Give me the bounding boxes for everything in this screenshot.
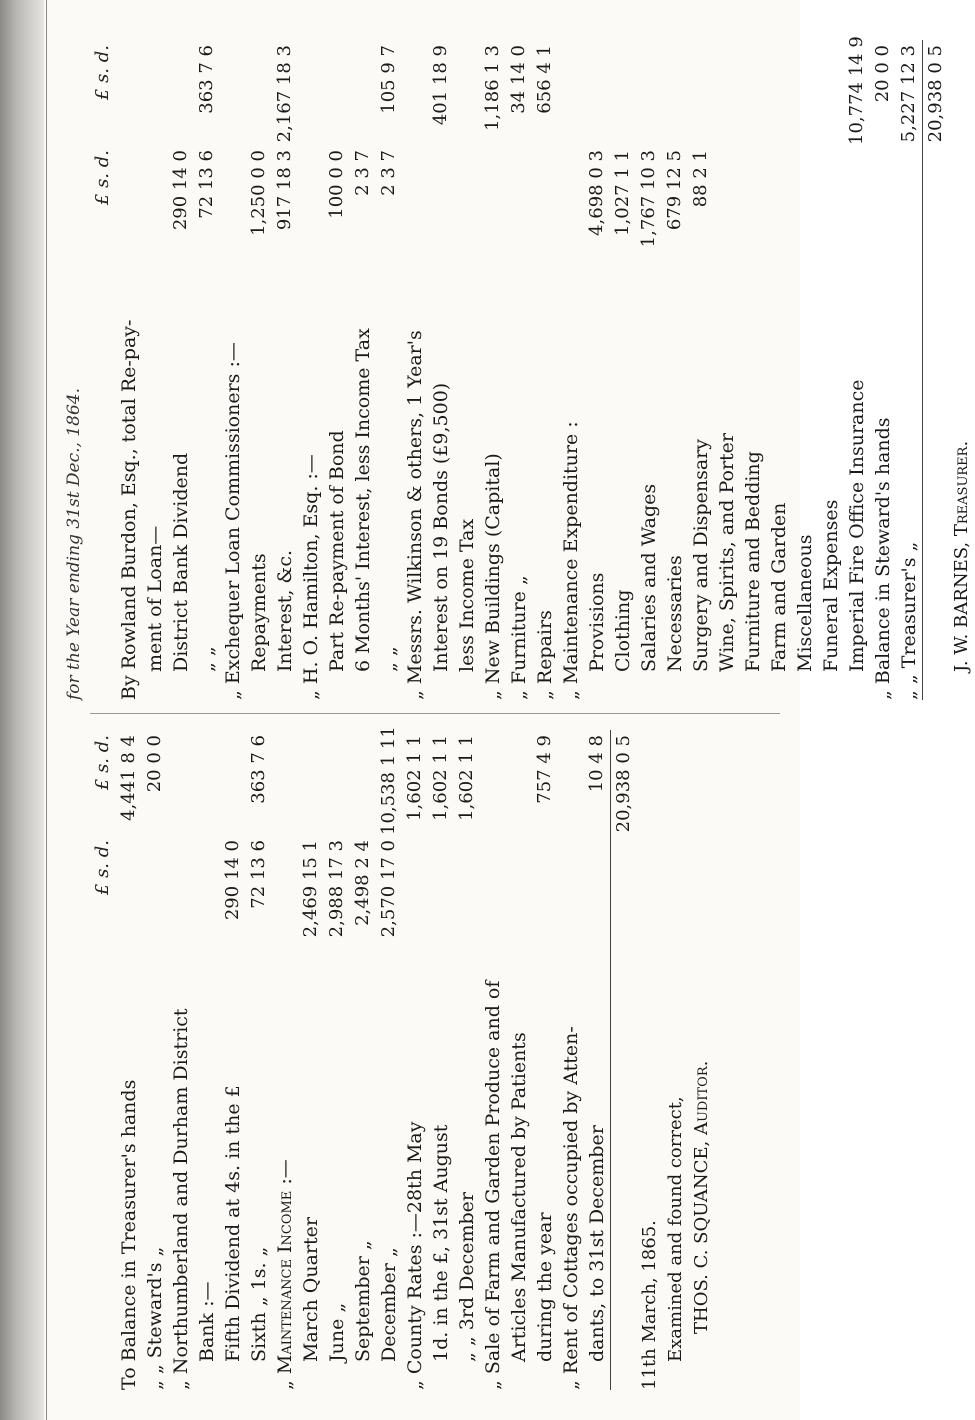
receipts-row-description: Fifth Dividend at 4s. in the £ [222,1085,244,1362]
payments-row-description: „ Maintenance Expenditure : [560,421,582,700]
receipts-row-description: „ „ 3rd December [456,1191,478,1362]
receipts-ledger-row [350,730,376,1390]
payments-row-subtotal: 4,698 0 3 [586,150,607,236]
payments-row-description: Miscellaneous [794,534,816,672]
payments-column [90,36,975,700]
payments-row-amount: 656 4 1 [534,45,555,114]
payments-row-amount: 10,774 14 9 [846,36,867,145]
payments-ledger-row [766,40,792,700]
receipts-ledger-row [584,730,610,1390]
receipts-ledger-row [272,730,298,1390]
receipts-row-amount: 1,602 1 1 [404,735,425,821]
payments-row-amount: 105 9 7 [378,45,399,114]
payments-row-description: „ Repairs [534,610,556,700]
payments-row-description: Clothing [612,589,634,672]
payments-row-amount: 5,227 12 3 [898,45,919,143]
auditor-footer-line [689,730,715,1390]
receipts-row-description: September „ [352,1240,374,1362]
payments-row-description: 6 Months' Interest, less Income Tax [352,328,374,672]
payments-row-description: Funeral Expenses [820,499,842,672]
payments-row-amount: 1,186 1 3 [482,45,503,131]
payments-row-description: „ „ [196,646,218,672]
receipts-row-subtotal: 290 14 0 [222,840,243,921]
payments-ledger-row [376,40,402,700]
receipts-row-description: „ „ Steward's „ [144,1246,166,1390]
payments-row-description: Interest on 19 Bonds (£9,500) [430,382,452,672]
payments-row-description: Interest, &c. [274,549,296,672]
payments-row-subtotal: 1,027 1 1 [612,150,633,236]
receipts-row-description: To Balance in Treasurer's hands [118,1079,140,1390]
payments-ledger-row [428,40,454,700]
receipts-row-subtotal: 2,469 15 1 [300,840,321,938]
payments-row-amount: 401 18 9 [430,45,451,126]
receipts-ledger-row [506,730,532,1390]
treasurer-signature-row [949,40,975,700]
payments-ledger-row [792,40,818,700]
payments-row-description: Furniture and Bedding [742,451,764,672]
payments-ledger-row [168,40,194,700]
receipts-row-amount: 10 4 8 [586,735,607,793]
payments-grand-total: 20,938 0 5 [925,45,946,143]
receipts-total-header: £ s. d. [92,735,113,791]
payments-row-subtotal: 1,767 10 3 [638,150,659,248]
payments-row-amount: 20 0 0 [872,45,893,103]
receipts-row-description: „ County Rates :—28th May [404,1121,426,1390]
receipts-row-amount: 757 4 9 [534,735,555,804]
receipts-ledger-row [142,730,168,1390]
payments-row-description: „ Furniture „ [508,575,530,700]
receipts-row-description: 1d. in the £, 31st August [430,1124,452,1362]
payments-row-amount: 34 14 0 [508,45,529,114]
receipts-row-description: June „ [326,1302,348,1362]
receipts-ledger-row [402,730,428,1390]
receipts-ledger-row [324,730,350,1390]
binding-line [46,0,47,1420]
receipts-row-amount: 1,602 1 1 [430,735,451,821]
payments-ledger-row [480,40,506,700]
payments-row-amount: 363 7 6 [196,45,217,114]
payments-ledger-row [272,40,298,700]
payments-subtotal-header: £ s. d. [92,150,113,206]
payments-row-description: Necessaries [664,555,686,672]
receipts-ledger-row [168,730,194,1390]
payments-row-subtotal: 88 2 1 [690,150,711,208]
receipts-ledger-row [428,730,454,1390]
receipts-ledger-row [246,730,272,1390]
payments-ledger-row [194,40,220,700]
payments-ledger-row [688,40,714,700]
payments-ledger-row [298,40,324,700]
receipts-row-description: Articles Manufactured by Patients [508,1032,530,1362]
payments-row-description: Part Re-payment of Bond [326,430,348,672]
receipts-row-amount: 363 7 6 [248,735,269,804]
payments-ledger-row [636,40,662,700]
receipts-row-description: during the year [534,1212,556,1362]
payments-row-description: „ H. O. Hamilton, Esq. :— [300,454,322,700]
page-binding-edge [0,0,44,1420]
receipts-row-description: „ Sale of Farm and Garden Produce and of [482,980,504,1390]
receipts-row-description: „ Maintenance Income :— [274,1159,296,1390]
payments-row-subtotal: 679 12 5 [664,150,685,231]
running-header: for the Year ending 31st Dec., 1864. [64,387,84,700]
payments-ledger-row [220,40,246,700]
payments-row-description: „ Messrs. Wilkinson & others, 1 Year's [404,330,426,700]
payments-row-subtotal: 100 0 0 [326,150,347,219]
receipts-ledger-row [116,730,142,1390]
auditor-footer-text: Examined and found correct, [665,1096,686,1362]
payments-ledger-row [740,40,766,700]
receipts-ledger-row [194,730,220,1390]
payments-row-subtotal: 1,250 0 0 [248,150,269,236]
payments-row-description: Salaries and Wages [638,483,660,672]
payments-row-description: „ New Buildings (Capital) [482,453,504,700]
receipts-ledger-row [558,730,584,1390]
payments-row-subtotal: 917 18 3 [274,150,295,231]
payments-ledger-row [402,40,428,700]
payments-ledger-row [714,40,740,700]
payments-row-description: Repayments [248,553,270,672]
payments-row-description: „ „ Treasurer's „ [898,541,920,700]
receipts-row-subtotal: 2,988 17 3 [326,840,347,938]
payments-row-subtotal: 290 14 0 [170,150,191,231]
payments-ledger-row [584,40,610,700]
payments-row-amount: 2,167 18 3 [274,45,295,143]
receipts-ledger-row [376,726,402,1390]
payments-row-description: Provisions [586,572,608,672]
receipts-subtotal-header: £ s. d. [92,840,113,896]
receipts-row-description: Bank :— [196,1281,218,1362]
payments-total-row [922,40,949,700]
receipts-column [90,726,715,1390]
receipts-total-row [610,730,637,1390]
payments-ledger-row [870,40,896,700]
payments-row-subtotal: 72 13 6 [196,150,217,219]
payments-row-subtotal: 2 3 7 [378,150,399,196]
payments-row-description: Imperial Fire Office Insurance [846,379,868,672]
receipts-row-amount: 1,602 1 1 [456,735,477,821]
payments-row-description: Surgery and Dispensary [690,439,712,672]
payments-row-description: less Income Tax [456,518,478,672]
auditor-footer-text: THOS. C. SQUANCE, Auditor. [691,1060,712,1334]
payments-ledger-row [454,40,480,700]
payments-ledger-row [142,40,168,700]
payments-row-description: By Rowland Burdon, Esq., total Re-pay- [118,319,140,700]
payments-row-description: Wine, Spirits, and Porter [716,433,738,672]
payments-row-description: „ Exchequer Loan Commissioners :— [222,342,244,700]
auditor-footer-line [663,730,689,1390]
payments-ledger-row [116,40,142,700]
payments-ledger-row [896,40,922,700]
payments-row-description: ment of Loan— [144,525,166,672]
payments-ledger-row [844,36,870,700]
treasurer-signature: J. W. BARNES, Treasurer. [951,440,972,672]
receipts-row-description: March Quarter [300,1217,322,1362]
receipts-row-description: Sixth „ 1s. „ [248,1246,270,1362]
payments-ledger-row [350,40,376,700]
auditor-footer-text: 11th March, 1865. [639,1220,660,1390]
receipts-row-subtotal: 2,570 17 0 [378,840,399,938]
receipts-row-description: „ Northumberland and Durham District [170,1008,192,1390]
auditor-footer-line [637,730,663,1390]
receipts-row-subtotal: 72 13 6 [248,840,269,909]
payments-ledger-row [610,40,636,700]
payments-row-description: Farm and Garden [768,502,790,672]
receipts-grand-total: 20,938 0 5 [613,735,634,833]
receipts-row-description: December „ [378,1247,400,1362]
receipts-row-amount: 4,441 8 4 [118,735,139,821]
receipts-ledger-row [480,730,506,1390]
payments-ledger-row [246,40,272,700]
payments-ledger-row [506,40,532,700]
payments-total-header: £ s. d. [92,45,113,101]
receipts-row-subtotal: 2,498 2 4 [352,840,373,926]
column-divider [90,713,780,714]
receipts-row-amount: 20 0 0 [144,735,165,793]
receipts-ledger-row [454,730,480,1390]
receipts-column-header [90,730,116,1390]
payments-row-subtotal: 2 3 7 [352,150,373,196]
receipts-ledger-row [298,730,324,1390]
payments-column-header [90,40,116,700]
receipts-row-description: dants, to 31st December [586,1125,608,1362]
receipts-row-description: „ Rent of Cottages occupied by Atten- [560,1026,582,1390]
payments-row-description: „ „ [378,646,400,672]
payments-ledger-row [818,40,844,700]
receipts-row-amount: 10,538 1 11 [378,726,399,835]
payments-ledger-row [324,40,350,700]
payments-ledger-row [532,40,558,700]
payments-row-description: District Bank Dividend [170,452,192,672]
rotated-ledger [60,20,972,1400]
receipts-ledger-row [220,730,246,1390]
payments-row-description: „ Balance in Steward's hands [872,417,894,700]
payments-ledger-row [662,40,688,700]
receipts-ledger-row [532,730,558,1390]
payments-ledger-row [558,40,584,700]
